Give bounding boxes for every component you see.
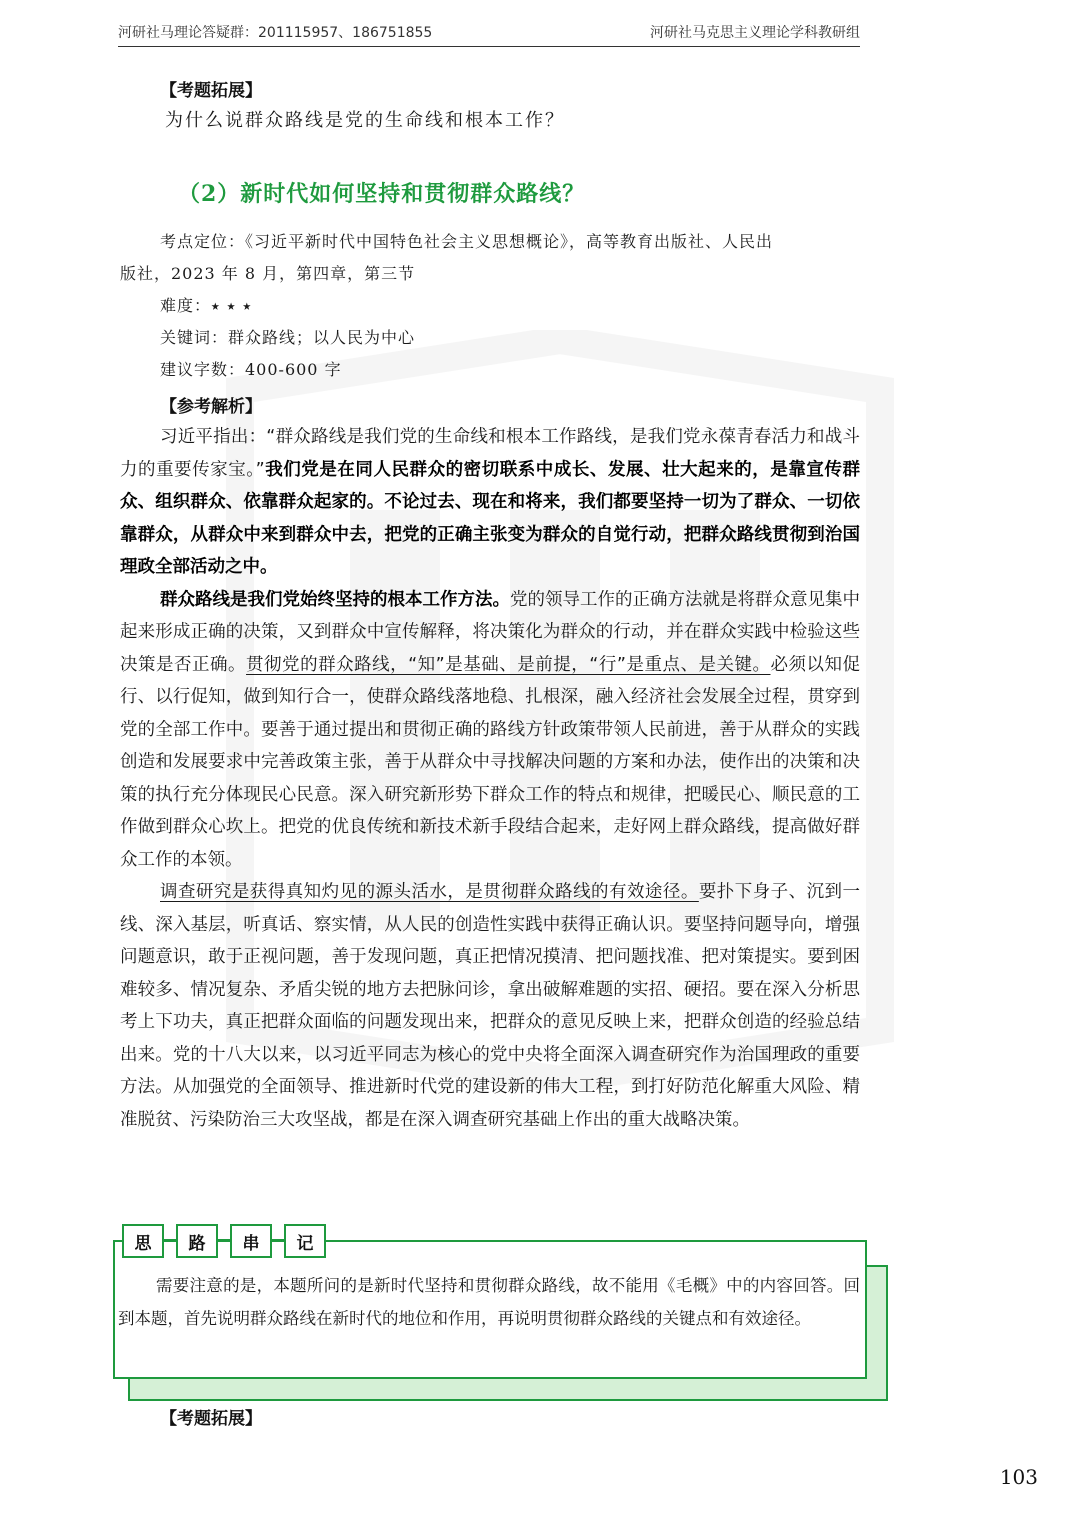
meta-location-line1: 考点定位：《习近平新时代中国特色社会主义思想概论》，高等教育出版社、人民出 xyxy=(160,232,774,251)
extension-heading-top: 【考题拓展】 xyxy=(160,81,262,101)
page-header xyxy=(118,18,860,47)
idea-tag-3: 串 xyxy=(230,1224,272,1258)
idea-tag-2: 路 xyxy=(176,1224,218,1258)
meta-word-count: 建议字数：400-600 字 xyxy=(160,360,342,379)
idea-tag-1: 思 xyxy=(122,1224,164,1258)
analysis-body xyxy=(120,421,860,1136)
analysis-heading: 【参考解析】 xyxy=(160,397,262,417)
meta-difficulty: 难度：⭑ ⭑ ⭑ xyxy=(160,296,253,315)
meta-keywords: 关键词：群众路线；以人民为中心 xyxy=(160,328,416,347)
paragraph-1-normal: 习近平指出：“群众路线是我们党的生命线和根本工作路线，是我们党永葆青春活力和战斗力的重要传家宝。” xyxy=(120,427,860,480)
paragraph-1-bold: 我们党是在同人民群众的密切联系中成长、发展、壮大起来的，是靠宣传群众、组织群众、依靠群众起家的。不论过去、现在和将来，我们都要坚持一切为了群众、一切依靠群众，从群众中来到群众中去，把党的正确主张变为群众的自觉行动，把群众路线贯彻到治国理政全部活动之中。 xyxy=(120,459,860,577)
idea-box-paragraph: 需要注意的是，本题所问的是新时代坚持和贯彻群众路线，故不能用《毛概》中的内容回答。回到本题，首先说明群众路线在新时代的地位和作用，再说明贯彻群众路线的关键点和有效途径。 xyxy=(118,1276,860,1328)
page-number: 103 xyxy=(999,1465,1038,1489)
extension-question: 为什么说群众路线是党的生命线和根本工作？ xyxy=(165,110,565,131)
paragraph-3 xyxy=(120,876,860,1136)
idea-tag-4: 记 xyxy=(284,1224,326,1258)
idea-box-tags xyxy=(122,1224,338,1258)
paragraph-2-bold: 群众路线是我们党始终坚持的根本工作方法。 xyxy=(160,589,510,610)
header-right-text: 河研社马克思主义理论学科教研组 xyxy=(650,25,860,41)
header-left-text: 河研社马理论答疑群：201115957、186751855 xyxy=(118,25,433,41)
paragraph-2-normal-2: 必须以知促行、以行促知，做到知行合一，使群众路线落地稳、扎根深，融入经济社会发展全过程，贯穿到党的全部工作中。要善于通过提出和贯彻正确的路线方针政策带领人民前进，善于从群众的实践创造和发展要求中完善政策主张，善于从群众中寻找解决问题的方案和办法，使作出的决策和决策的执行充分体现民心民意。深入研究新形势下群众工作的特点和规律，把暖民心、顺民意的工作做到群众心坎上。把党的优良传统和新技术新手段结合起来，走好网上群众路线，提高做好群众工作的本领。 xyxy=(120,654,861,870)
paragraph-1 xyxy=(120,421,860,584)
section-title: （2）新时代如何坚持和贯彻群众路线？ xyxy=(178,181,586,207)
paragraph-2-normal-1: 党的领导工作的正确方法就是将群众意见集中起来形成正确的决策，又到群众中宣传解释，将决策化为群众的行动，并在群众实践中检验这些决策是否正确。 xyxy=(120,589,860,675)
meta-location-line2: 版社，2023 年 8 月，第四章，第三节 xyxy=(120,264,416,283)
meta-block xyxy=(120,226,862,386)
extension-heading-bottom: 【考题拓展】 xyxy=(160,1409,262,1429)
idea-box-text xyxy=(118,1269,860,1335)
paragraph-3-normal: 要扑下身子、沉到一线、深入基层，听真话、察实情，从人民的创造性实践中获得正确认识。要坚持问题导向，增强问题意识，敢于正视问题，善于发现问题，真正把情况摸清、把问题找准、把对策提实。要到困难较多、情况复杂、矛盾尖锐的地方去把脉问诊，拿出破解难题的实招、硬招。要在深入分析思考上下功夫，真正把群众面临的问题发现出来，把群众的意见反映上来，把群众创造的经验总结出来。党的十八大以来，以习近平同志为核心的党中央将全面深入调查研究作为治国理政的重要方法。从加强党的全面领导、推进新时代党的建设新的伟大工程，到打好防范化解重大风险、精准脱贫、污染防治三大攻坚战，都是在深入调查研究基础上作出的重大战略决策。 xyxy=(120,882,861,1130)
paragraph-2 xyxy=(120,584,860,877)
paragraph-3-underlined: 调查研究是获得真知灼见的源头活水，是贯彻群众路线的有效途径。 xyxy=(160,882,699,902)
paragraph-2-underlined: 贯彻党的群众路线，“知”是基础、是前提，“行”是重点、是关键。 xyxy=(246,654,771,675)
